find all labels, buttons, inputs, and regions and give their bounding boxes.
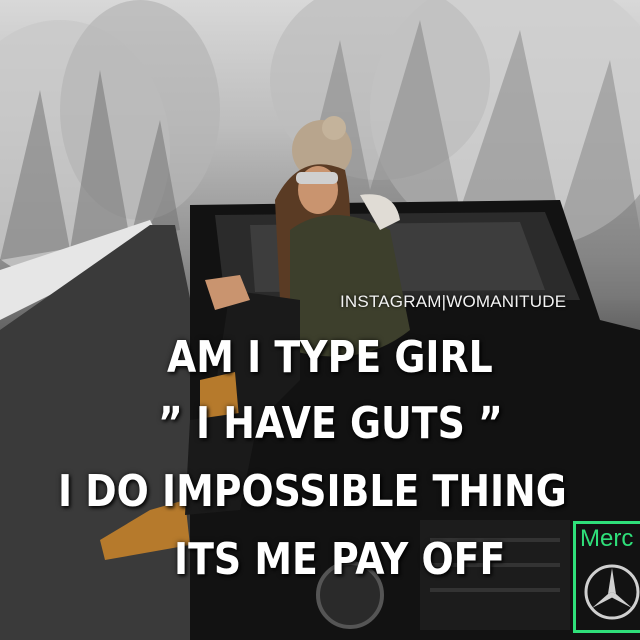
quote-line-3: I DO IMPOSSIBLE THING — [58, 466, 567, 517]
mercedes-logo-badge — [573, 521, 640, 633]
instagram-watermark: INSTAGRAM|WOMANITUDE — [340, 292, 567, 311]
quote-line-4: ITS ME PAY OFF — [174, 534, 506, 585]
quote-line-1: AM I TYPE GIRL — [167, 332, 493, 383]
mercedes-star-icon — [582, 556, 640, 628]
quote-line-2: ” I HAVE GUTS ” — [158, 398, 503, 449]
logo-text: Merc — [580, 525, 634, 552]
